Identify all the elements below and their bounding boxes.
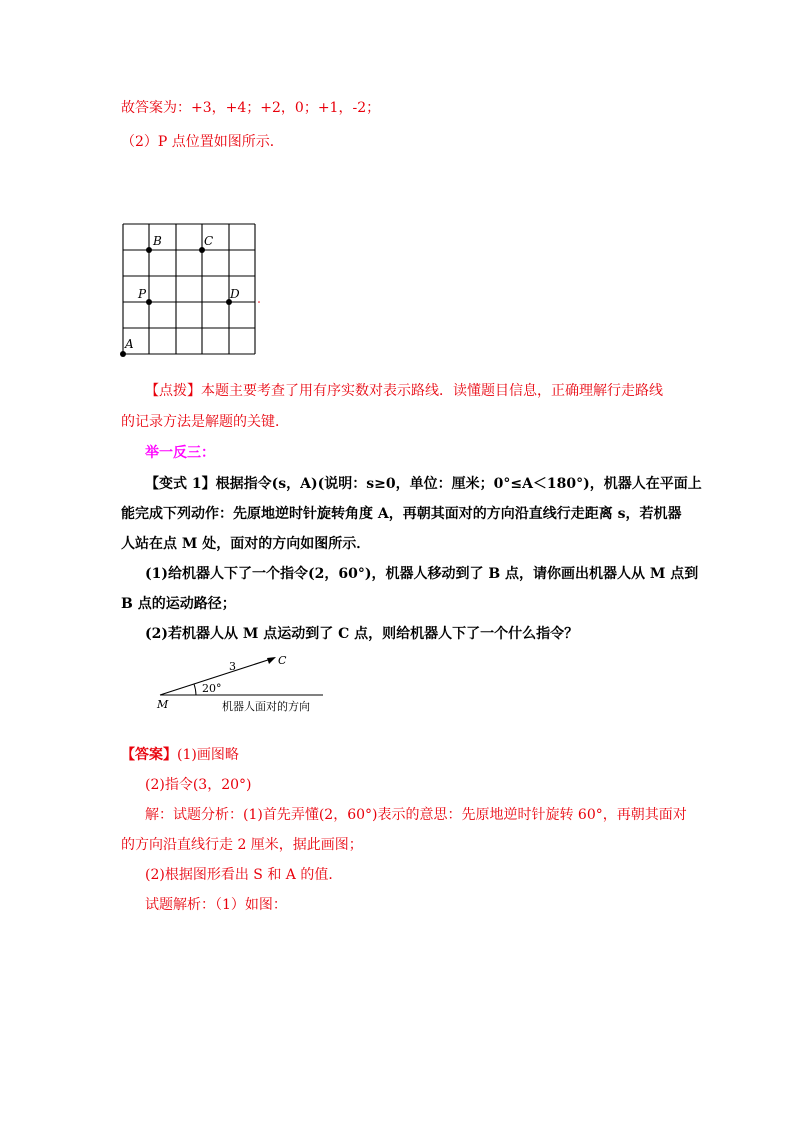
label-a: A [125,337,134,351]
analysis-line-2: 的方向沿直线行走 2 厘米，据此画图； [121,837,363,853]
variant-line-3: 人站在点 M 处，面对的方向如图所示． [121,536,371,552]
question-1-line-1: (1)给机器人下了一个指令(2，60°)，机器人移动到了 B 点，请你画出机器人从 M 点到 [145,566,699,582]
part2-line: （2）P 点位置如图所示． [121,134,284,150]
question-1-line-2: B 点的运动路径； [121,596,236,612]
solution-line: 试题解析：（1）如图： [145,897,287,913]
grid-figure [115,218,265,358]
point-b [146,247,152,253]
practice-heading: 举一反三： [145,445,215,461]
label-d: D [230,287,240,301]
red-dot-mark [258,301,260,303]
tip-text-1: 本题主要考查了用有序实数对表示路线．读懂题目信息，正确理解行走路线 [201,383,663,399]
answer-line-1 [121,746,239,764]
label-angle: 20° [202,682,222,695]
tip-tag: 【点拨】 [145,383,201,399]
label-c: C [204,234,214,248]
angle-arc [194,684,196,695]
variant-tag: 【变式 1】 [145,476,216,492]
label-c: C [278,654,287,667]
label-distance: 3 [229,660,236,673]
point-p [146,299,152,305]
variant-line-2: 能完成下列动作：先原地逆时针旋转角度 A，再朝其面对的方向沿直线行走距离 s，若机器 [121,506,682,522]
point-a [120,351,126,357]
analysis-line-3: (2)根据图形看出 S 和 A 的值． [145,867,343,883]
label-b: B [153,234,162,248]
answer-part-2: (2)指令(3，20°) [145,777,252,793]
question-2: (2)若机器人从 M 点运动到了 C 点，则给机器人下了一个什么指令？ [145,626,579,642]
analysis-line-1: 解：试题分析：(1)首先弄懂(2，60°)表示的意思：先原地逆时针旋转 60°，再朝其面对 [145,807,687,823]
variant-line-1 [145,475,702,493]
arrowhead-c [267,657,276,664]
label-m: M [157,698,169,711]
robot-figure [150,648,335,718]
answer-part-1: (1)画图略 [177,747,239,763]
label-p: P [138,287,147,301]
answer-line: 故答案为：+3，+4；+2，0；+1，-2； [121,100,381,116]
tip-line-2: 的记录方法是解题的关键． [121,414,289,430]
tip-line-1 [145,382,663,400]
answer-tag: 【答案】 [121,747,177,763]
label-direction: 机器人面对的方向 [222,700,310,713]
variant-text-1: 根据指令(s，A)(说明：s≥0，单位：厘米；0°≤A＜180°)，机器人在平面上 [215,476,702,492]
